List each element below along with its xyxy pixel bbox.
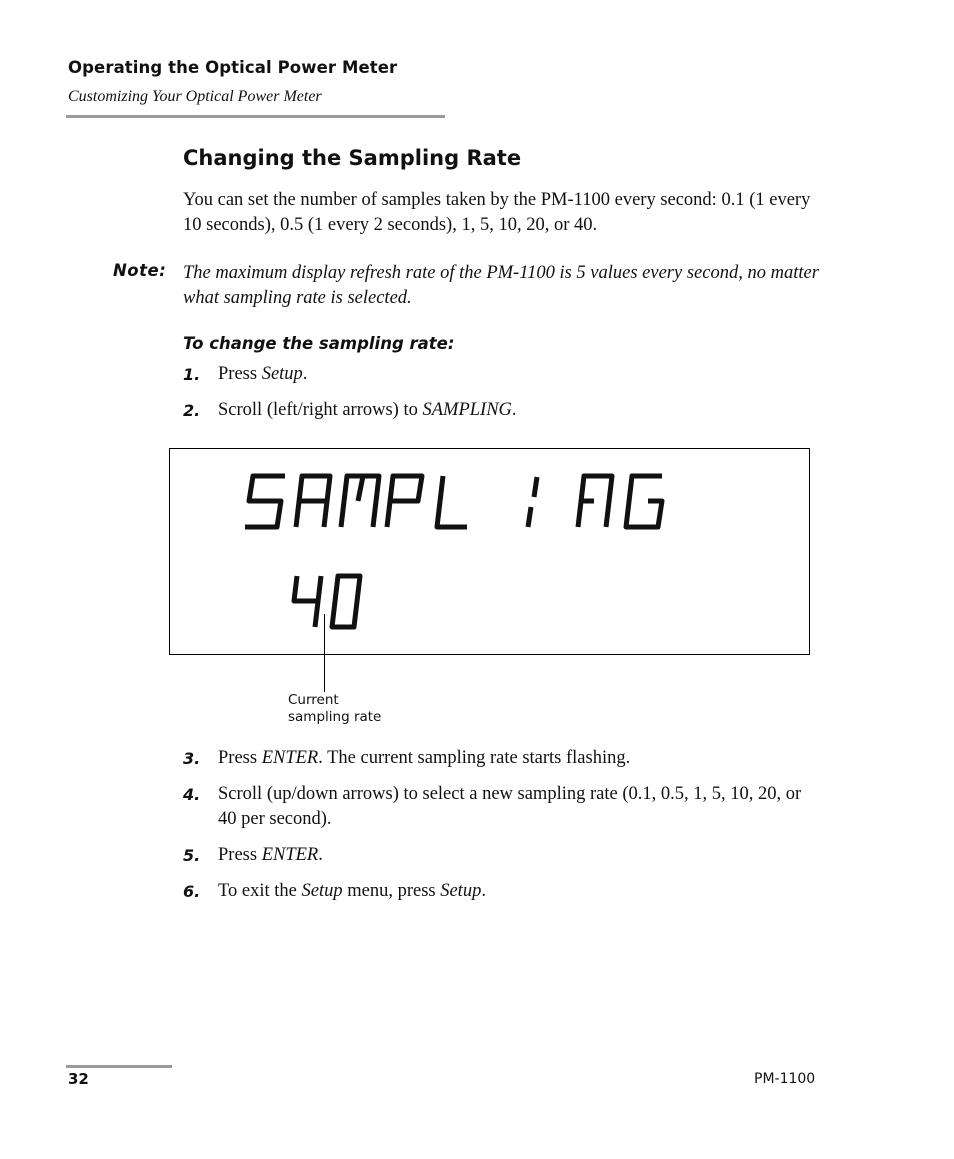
step-number: 5. — [183, 846, 201, 865]
header-rule — [66, 115, 445, 118]
step-number: 6. — [183, 882, 201, 901]
step-text — [218, 782, 818, 832]
step-text — [218, 746, 818, 771]
step-text-part: Press — [218, 748, 262, 768]
step-text-part: . — [511, 400, 517, 420]
step-keyword: SAMPLING — [422, 400, 512, 420]
step-number: 4. — [183, 785, 201, 804]
step-keyword: ENTER — [261, 845, 319, 865]
callout-leader-line — [324, 614, 325, 692]
step-text — [218, 398, 818, 423]
page-number: 32 — [68, 1070, 89, 1088]
step-keyword: Setup — [440, 881, 482, 901]
chapter-title: Operating the Optical Power Meter — [68, 58, 398, 77]
page-title: Changing the Sampling Rate — [183, 146, 522, 170]
step-keyword: ENTER — [261, 748, 319, 768]
step-text-part: To exit the — [218, 881, 302, 901]
section-subtitle: Customizing Your Optical Power Meter — [68, 88, 322, 105]
step-text — [218, 879, 818, 904]
step-text-part: Scroll (up/down arrows) to select a new sampling rate (0.1, 0.5, 1, 5, 10, 20, or 40 per second). — [218, 784, 802, 829]
step-text-part: . — [481, 881, 486, 901]
note-text: The maximum display refresh rate of the PM-1100 is 5 values every second, no matter what sampling rate is selected. — [183, 263, 819, 308]
step-number: 3. — [183, 749, 201, 768]
document-id: PM-1100 — [754, 1071, 816, 1087]
step-text-part: . The current sampling rate starts flashing. — [318, 748, 631, 768]
intro-paragraph: You can set the number of samples taken by the PM-1100 every second: 0.1 (1 every 10 seconds), 0.5 (1 every 2 seconds), 1, 5, 10, 20, or 40. — [183, 190, 811, 235]
step-keyword: Setup — [261, 364, 303, 384]
callout-label-line: sampling rate — [288, 709, 382, 725]
note-label: Note: — [113, 261, 167, 280]
lcd-segment-graphic — [170, 449, 811, 656]
step-keyword: Setup — [301, 881, 343, 901]
callout-label-line: Current — [288, 692, 339, 708]
footer-rule — [66, 1065, 172, 1068]
step-text-part: . — [302, 364, 308, 384]
step-text-part: . — [318, 845, 323, 865]
step-text — [218, 362, 818, 387]
callout-label — [288, 692, 381, 726]
step-number: 1. — [183, 365, 201, 384]
step-text-part: Press — [218, 364, 262, 384]
step-text-part: menu, press — [342, 881, 441, 901]
step-number: 2. — [183, 401, 201, 420]
lcd-display — [169, 448, 810, 655]
step-text-part: Press — [218, 845, 262, 865]
procedure-title: To change the sampling rate: — [183, 334, 455, 353]
step-text-part: Scroll (left/right arrows) to — [218, 400, 423, 420]
step-text — [218, 843, 818, 868]
